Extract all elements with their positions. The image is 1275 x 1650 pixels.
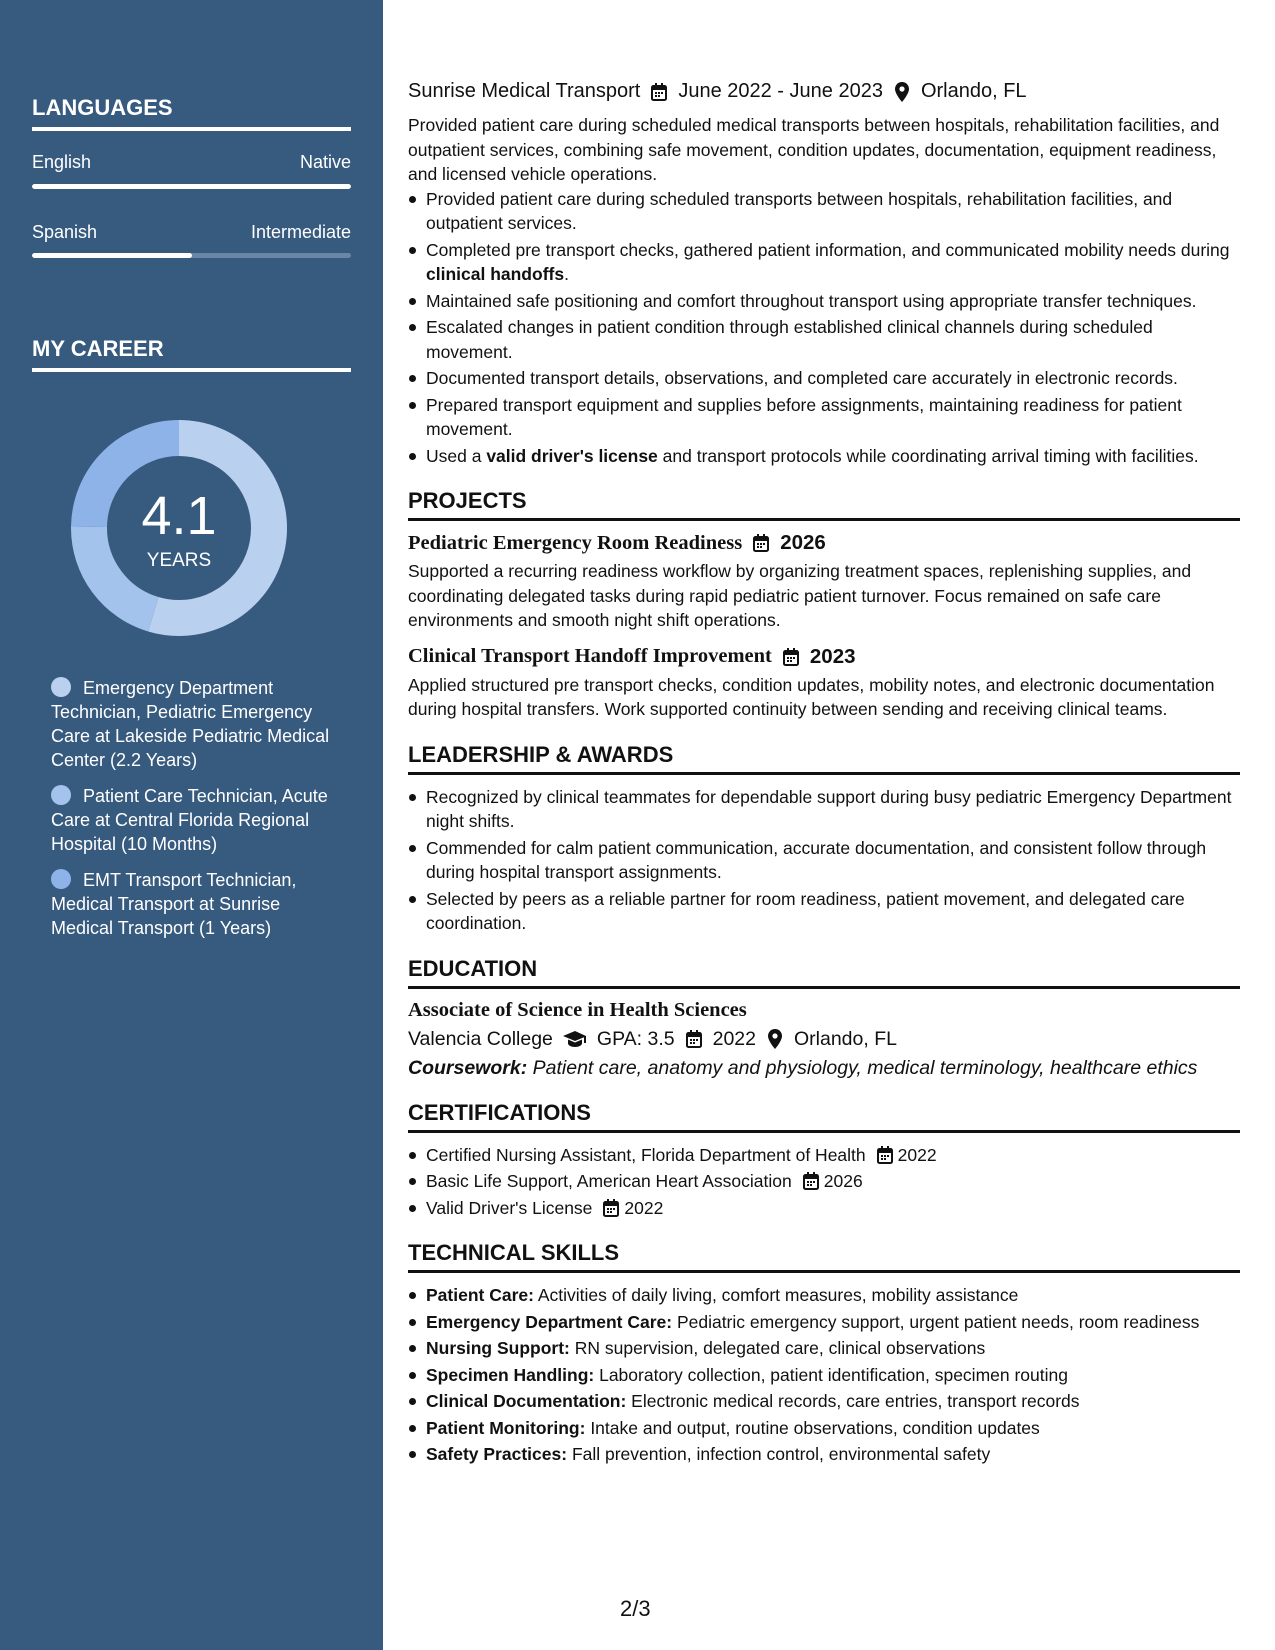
calendar-icon [685,1029,703,1049]
bullet-dot-icon [51,677,71,697]
job-bullet-list [408,187,1240,469]
career-item-text: Patient Care Technician, Acute Care at Central Florida Regional Hospital (10 Months) [51,786,328,854]
calendar-icon [602,1198,620,1218]
certification-year: 2022 [897,1144,937,1165]
page-number: 2/3 [620,1596,651,1621]
job-location: Orlando, FL [920,80,1027,102]
job-bullet: Escalated changes in patient condition through established clinical channels during scheduled movement. [408,315,1240,364]
certification-name: Basic Life Support, American Heart Association [426,1171,792,1191]
certifications-heading: CERTIFICATIONS [408,1100,1240,1133]
certification-year: 2026 [823,1171,863,1191]
skill-label: Safety Practices: [426,1444,568,1464]
coursework-label: Coursework: [408,1056,528,1079]
projects-heading: PROJECTS [408,488,1240,521]
language-level: Native [299,152,351,172]
skill-text: Fall prevention, infection control, environmental safety [571,1444,991,1464]
leadership-list [408,785,1240,936]
calendar-icon [782,647,800,667]
map-pin-icon [893,82,911,102]
skill-item [408,1283,1240,1308]
language-name: Spanish [32,222,98,242]
calendar-icon [876,1145,894,1165]
job-bullet-emphasis: valid driver's license [486,445,658,466]
education-gpa: GPA: 3.5 [596,1027,675,1050]
skill-item [408,1442,1240,1467]
skill-text: Pediatric emergency support, urgent patient needs, room readiness [676,1311,1200,1332]
bullet-dot-icon [51,869,71,889]
language-bar-english [32,184,351,189]
job-bullet: Maintained safe positioning and comfort throughout transport using appropriate transfer techniques. [408,289,1240,314]
education-details [408,1028,1240,1051]
project-year: 2023 [809,644,856,668]
skill-text: Laboratory collection, patient identification, specimen routing [599,1364,1068,1385]
career-heading: MY CAREER [32,336,351,372]
skill-item [408,1336,1240,1361]
skill-text: Activities of daily living, comfort measures, mobility assistance [537,1285,1019,1305]
education-year: 2022 [712,1027,756,1050]
certifications-list [408,1143,1240,1221]
leadership-heading: LEADERSHIP & AWARDS [408,742,1240,775]
career-total-value: 4.1 [141,486,217,546]
sidebar [0,0,383,1650]
skill-item [408,1310,1240,1335]
language-bar-fill [32,184,351,189]
project-description: Applied structured pre transport checks, condition updates, mobility notes, and electronic documentation during hospital transfers. Work supported continuity between sending and receiving clinical teams. [408,674,1215,719]
job-bullet: Documented transport details, observations, and completed care accurately in electronic records. [408,366,1240,391]
language-row-english [32,152,351,173]
project-item [408,531,1240,633]
job-dates: June 2022 - June 2023 [678,80,883,102]
bullet-dot-icon [51,785,71,805]
calendar-icon [752,533,770,553]
career-item [51,676,341,772]
language-bar-spanish [32,253,351,258]
education-degree: Associate of Science in Health Sciences [408,998,747,1021]
languages-heading: LANGUAGES [32,95,351,131]
skill-label: Emergency Department Care: [426,1311,673,1332]
certification-name: Certified Nursing Assistant, Florida Department of Health [426,1144,866,1165]
leadership-item: Recognized by clinical teammates for dependable support during busy pediatric Emergency Department night shifts. [408,785,1240,834]
certification-item [408,1196,1240,1221]
coursework-text: Patient care, anatomy and physiology, medical terminology, healthcare ethics [532,1056,1198,1079]
skill-label: Nursing Support: [426,1338,570,1358]
education-coursework [408,1057,1240,1080]
skill-item [408,1363,1240,1388]
education-heading: EDUCATION [408,956,1240,989]
project-title: Clinical Transport Handoff Improvement [408,645,772,667]
skill-text: Electronic medical records, care entries, transport records [631,1391,1080,1411]
certification-item [408,1169,1240,1194]
language-name: English [32,152,92,172]
skill-label: Specimen Handling: [426,1364,595,1385]
calendar-icon [802,1171,820,1191]
career-list [51,676,341,952]
skill-label: Patient Care: [426,1285,534,1305]
skills-list [408,1283,1240,1467]
certification-name: Valid Driver's License [426,1197,593,1218]
job-header [408,80,1240,103]
language-level: Intermediate [250,222,351,242]
career-item [51,868,341,940]
leadership-item: Commended for calm patient communication, accurate documentation, and consistent follow through during hospital transport assignments. [408,836,1240,885]
job-summary: Provided patient care during scheduled medical transports between hospitals, rehabilitation facilities, and outpatient services, combining safe movement, condition updates, documentation, equipment readiness, and licensed vehicle operations. [408,115,1220,184]
project-description: Supported a recurring readiness workflow by organizing treatment spaces, replenishing supplies, and coordinating delegated tasks during rapid pediatric patient turnover. Focus remained on safe care environments and smooth night shift operations. [408,561,1192,630]
job-bullet-emphasis: clinical handoffs [426,264,565,284]
graduation-cap-icon [563,1029,587,1049]
job-bullet: Provided patient care during scheduled transports between hospitals, rehabilitation facilities, and outpatient services. [408,187,1240,236]
career-item [51,784,341,856]
job-bullet: Completed pre transport checks, gathered patient information, and communicated mobility needs during clinical handoffs. [408,238,1240,287]
skills-heading: TECHNICAL SKILLS [408,1240,1240,1273]
skill-label: Patient Monitoring: [426,1417,586,1438]
career-item-text: EMT Transport Technician, Medical Transport at Sunrise Medical Transport (1 Years) [51,870,297,938]
main-content [408,80,1240,1469]
language-row-spanish [32,222,351,243]
skill-item [408,1389,1240,1414]
job-bullet: Prepared transport equipment and supplies before assignments, maintaining readiness for patient movement. [408,393,1240,442]
skill-text: Intake and output, routine observations, condition updates [590,1417,1040,1438]
language-bar-fill [32,253,192,258]
skill-text: RN supervision, delegated care, clinical observations [574,1338,986,1358]
skill-label: Clinical Documentation: [426,1391,627,1411]
project-year: 2026 [780,531,826,554]
skill-item [408,1416,1240,1441]
education-location: Orlando, FL [793,1027,897,1050]
project-title: Pediatric Emergency Room Readiness [408,531,743,554]
certification-item [408,1143,1240,1168]
education-school: Valencia College [408,1027,553,1050]
map-pin-icon [766,1029,784,1049]
leadership-item: Selected by peers as a reliable partner for room readiness, patient movement, and delegated care coordination. [408,887,1240,936]
certification-year: 2022 [624,1197,664,1218]
project-item [408,645,1240,722]
career-total-unit: YEARS [146,550,212,571]
calendar-icon [650,82,668,102]
job-bullet: Used a valid driver's license and transport protocols while coordinating arrival timing with facilities. [408,444,1240,469]
career-item-text: Emergency Department Technician, Pediatric Emergency Care at Lakeside Pediatric Medical Center (2.2 Years) [51,678,330,770]
job-company: Sunrise Medical Transport [408,80,641,102]
